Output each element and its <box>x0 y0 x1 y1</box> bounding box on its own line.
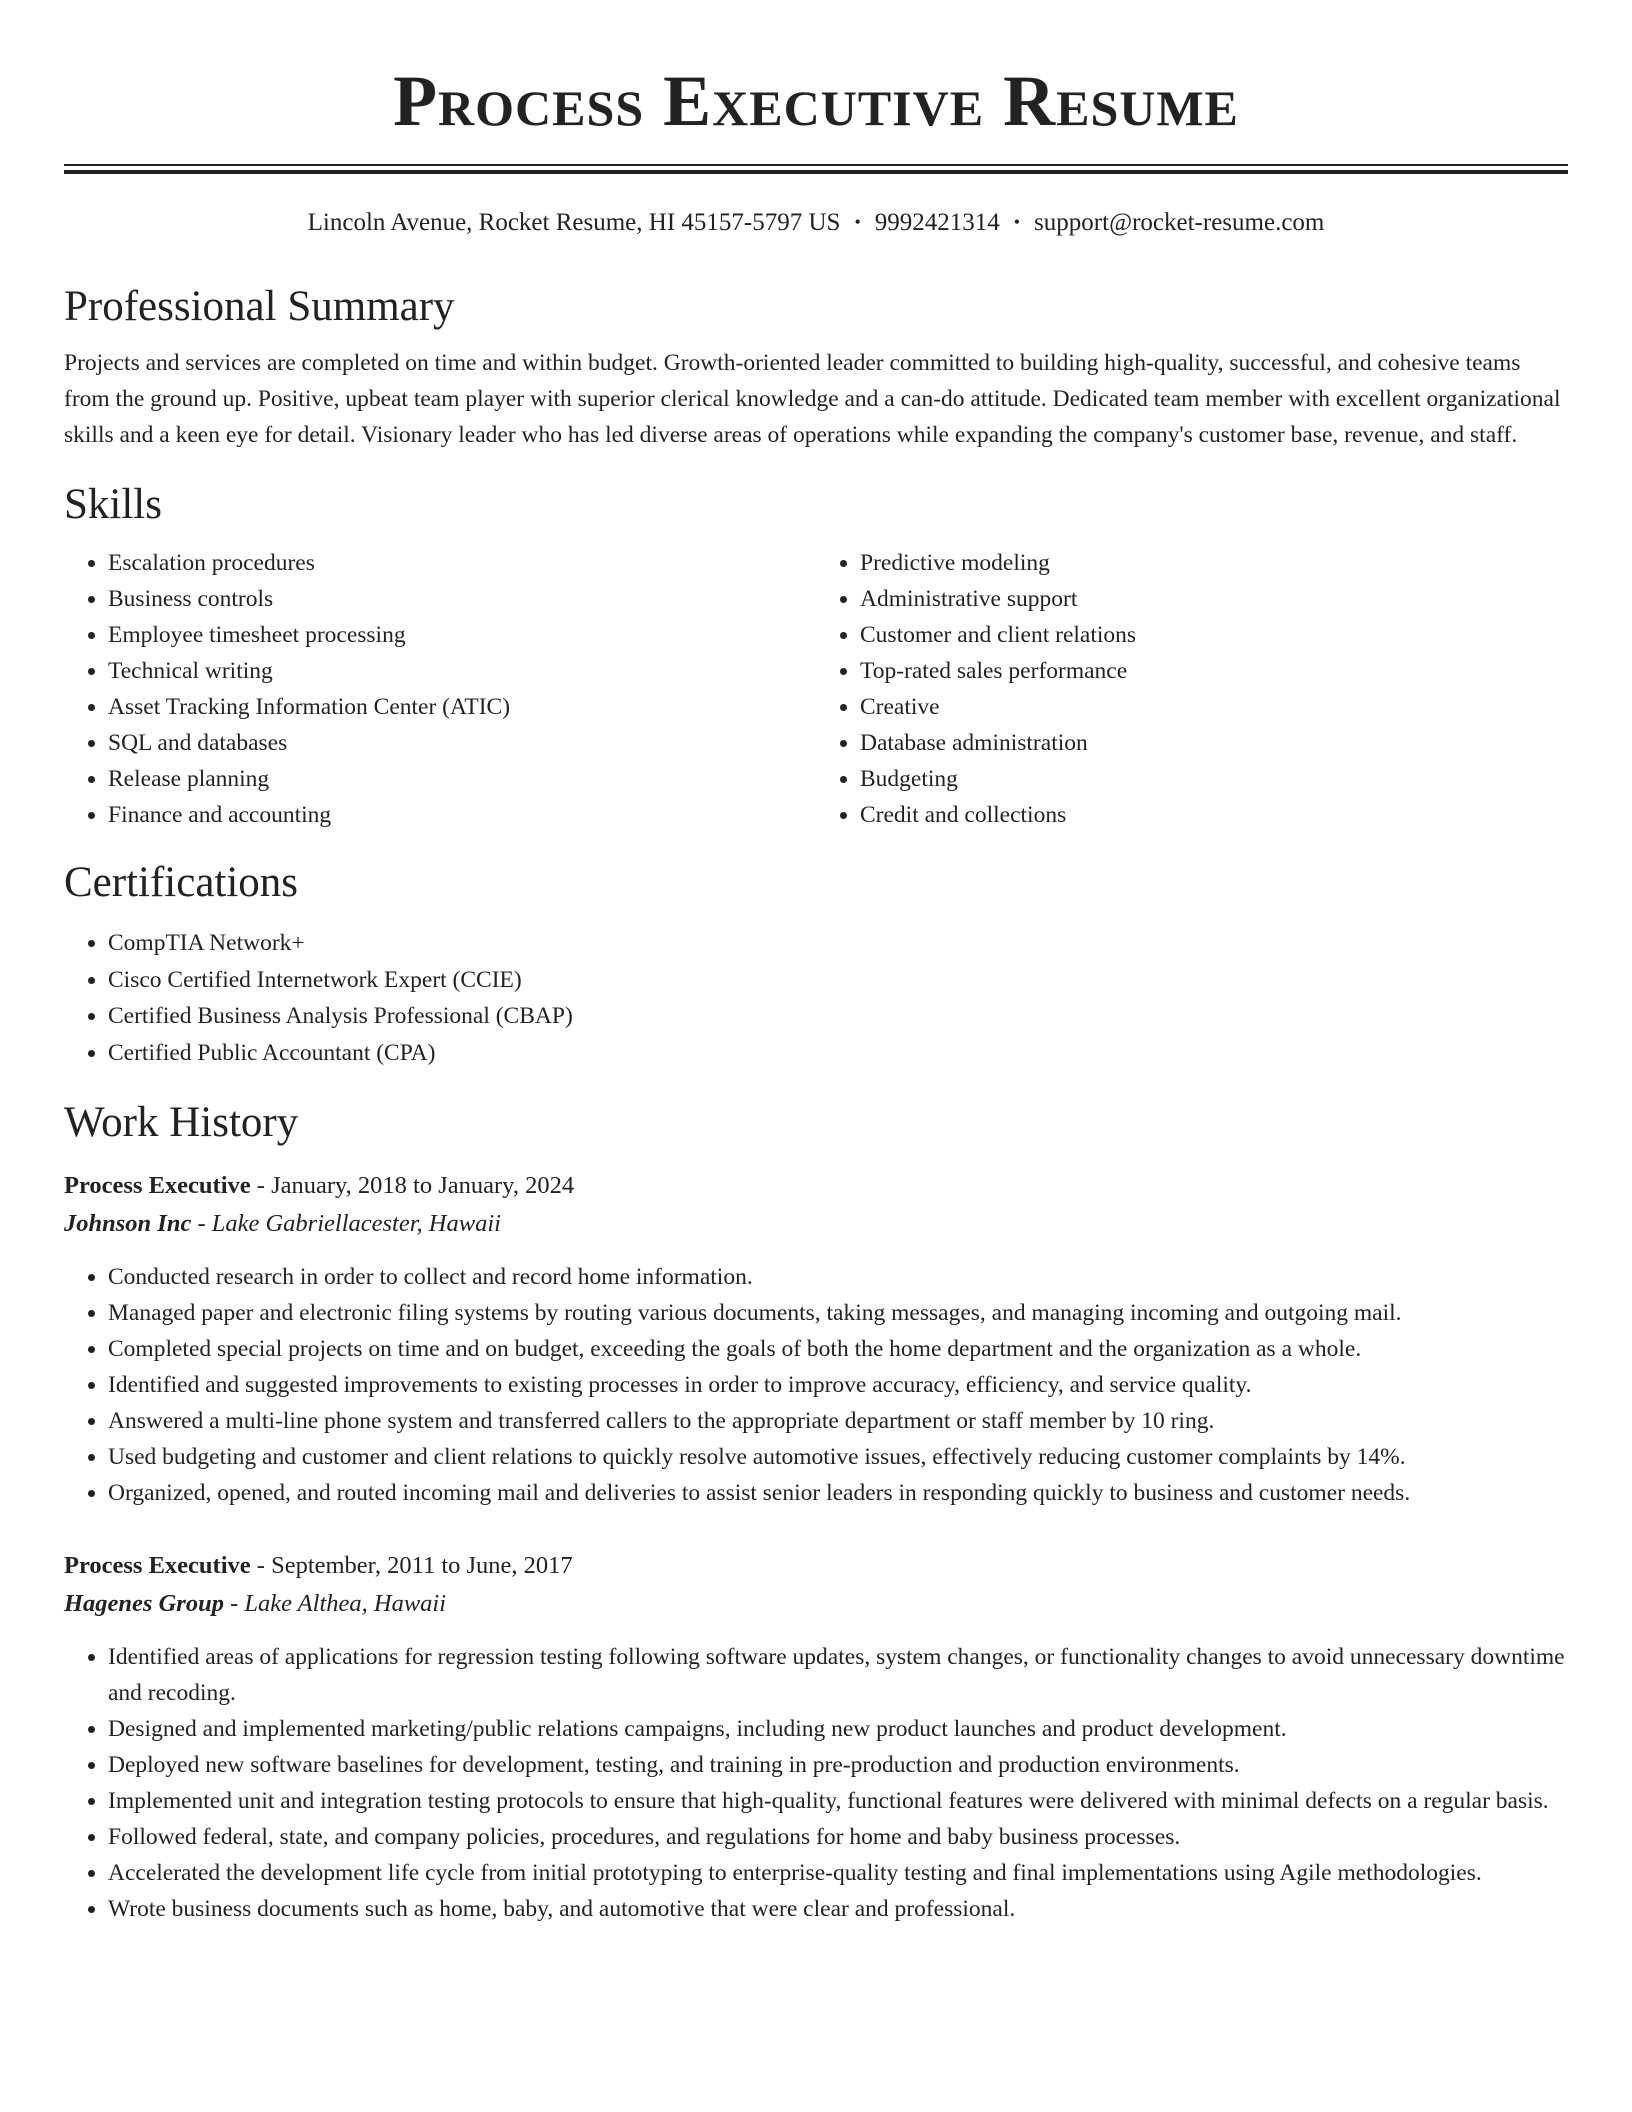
skill-item: • Escalation procedures <box>108 545 816 581</box>
skill-item: • Technical writing <box>108 653 816 689</box>
certification-item: • CompTIA Network+ <box>108 925 1568 962</box>
job-duty: • Deployed new software baselines for development, testing, and training in pre-production and production environments. <box>108 1747 1568 1783</box>
skill-item: • Credit and collections <box>860 797 1568 833</box>
skill-item: • Administrative support <box>860 581 1568 617</box>
certifications-list <box>64 925 1568 1071</box>
job-duty: • Accelerated the development life cycle from initial prototyping to enterprise-quality testing and final implementations using Agile methodologies. <box>108 1855 1568 1891</box>
job-entry <box>64 1547 1568 1927</box>
divider-line-thin <box>64 164 1568 166</box>
skill-item: • Asset Tracking Information Center (ATIC) <box>108 689 816 725</box>
skills-columns <box>64 545 1568 833</box>
summary-text: Projects and services are completed on time and within budget. Growth-oriented leader committed to building high-quality, successful, and cohesive teams from the ground up. Positive, upbeat team player with superior clerical knowledge and a can-do attitude. Dedicated team member with excellent organizational skills and a keen eye for detail. Visionary leader who has led diverse areas of operations while expanding the company's customer base, revenue, and staff. <box>64 350 1561 448</box>
job-duty: • Organized, opened, and routed incoming mail and deliveries to assist senior leaders in responding quickly to business and customer needs. <box>108 1475 1568 1511</box>
skill-item: • Database administration <box>860 725 1568 761</box>
job-company: Johnson Inc <box>64 1210 192 1237</box>
job-title: Process Executive <box>64 1552 251 1579</box>
skills-heading: Skills <box>64 481 162 528</box>
job-dates: - September, 2011 to June, 2017 <box>250 1552 573 1579</box>
job-entry <box>64 1167 1568 1511</box>
certifications-heading: Certifications <box>64 859 299 906</box>
job-duty: • Identified areas of applications for regression testing following software updates, system changes, or functionality changes to avoid unnecessary downtime and recoding. <box>108 1639 1568 1711</box>
job-duty: • Used budgeting and customer and client relations to quickly resolve automotive issues, effectively reducing customer complaints by 14%. <box>108 1439 1568 1475</box>
certification-item: • Certified Public Accountant (CPA) <box>108 1035 1568 1072</box>
contact-line <box>64 206 1568 239</box>
job-dates: - January, 2018 to January, 2024 <box>250 1172 575 1199</box>
skill-item: • Budgeting <box>860 761 1568 797</box>
job-duty: • Answered a multi-line phone system and transferred callers to the appropriate department or staff member by 10 ring. <box>108 1403 1568 1439</box>
skills-list-right <box>816 545 1568 833</box>
job-duties-list <box>64 1259 1568 1511</box>
work-history-heading: Work History <box>64 1099 299 1146</box>
divider-line-thick <box>64 170 1568 174</box>
skills-list-left <box>64 545 816 833</box>
skill-item: • Predictive modeling <box>860 545 1568 581</box>
job-header <box>64 1167 1568 1205</box>
skill-item: • Business controls <box>108 581 816 617</box>
skill-item: • Customer and client relations <box>860 617 1568 653</box>
skill-item: • Finance and accounting <box>108 797 816 833</box>
job-location: - Lake Gabriellacester, Hawaii <box>191 1210 501 1237</box>
header-divider <box>64 164 1568 174</box>
resume-name: Process Executive Resume <box>393 61 1239 141</box>
skill-item: • Release planning <box>108 761 816 797</box>
skill-item: • Employee timesheet processing <box>108 617 816 653</box>
contact-separator: • <box>854 212 861 232</box>
job-duty: • Managed paper and electronic filing systems by routing various documents, taking messages, and managing incoming and outgoing mail. <box>108 1295 1568 1331</box>
job-duty: • Followed federal, state, and company policies, procedures, and regulations for home and baby business processes. <box>108 1819 1568 1855</box>
job-header <box>64 1547 1568 1585</box>
certification-item: • Certified Business Analysis Professional (CBAP) <box>108 998 1568 1035</box>
job-duty: • Implemented unit and integration testing protocols to ensure that high-quality, functional features were delivered with minimal defects on a regular basis. <box>108 1783 1568 1819</box>
job-duty: • Conducted research in order to collect and record home information. <box>108 1259 1568 1295</box>
job-duties-list <box>64 1639 1568 1927</box>
job-location: - Lake Althea, Hawaii <box>223 1590 447 1617</box>
job-duty: • Designed and implemented marketing/public relations campaigns, including new product launches and product development. <box>108 1711 1568 1747</box>
job-duty: • Wrote business documents such as home, baby, and automotive that were clear and professional. <box>108 1891 1568 1927</box>
skill-item: • Top-rated sales performance <box>860 653 1568 689</box>
summary-heading: Professional Summary <box>64 283 455 330</box>
job-duty: • Identified and suggested improvements to existing processes in order to improve accuracy, efficiency, and service quality. <box>108 1367 1568 1403</box>
job-duty: • Completed special projects on time and on budget, exceeding the goals of both the home department and the organization as a whole. <box>108 1331 1568 1367</box>
contact-email: support@rocket-resume.com <box>1034 209 1325 236</box>
contact-address: Lincoln Avenue, Rocket Resume, HI 45157-5797 US <box>307 209 841 236</box>
contact-phone: 9992421314 <box>874 209 1000 236</box>
job-title: Process Executive <box>64 1172 251 1199</box>
job-company: Hagenes Group <box>64 1590 224 1617</box>
certification-item: • Cisco Certified Internetwork Expert (CCIE) <box>108 962 1568 999</box>
contact-separator: • <box>1013 212 1021 232</box>
job-company-line <box>64 1585 1568 1623</box>
skill-item: • SQL and databases <box>108 725 816 761</box>
job-company-line <box>64 1205 1568 1243</box>
skill-item: • Creative <box>860 689 1568 725</box>
